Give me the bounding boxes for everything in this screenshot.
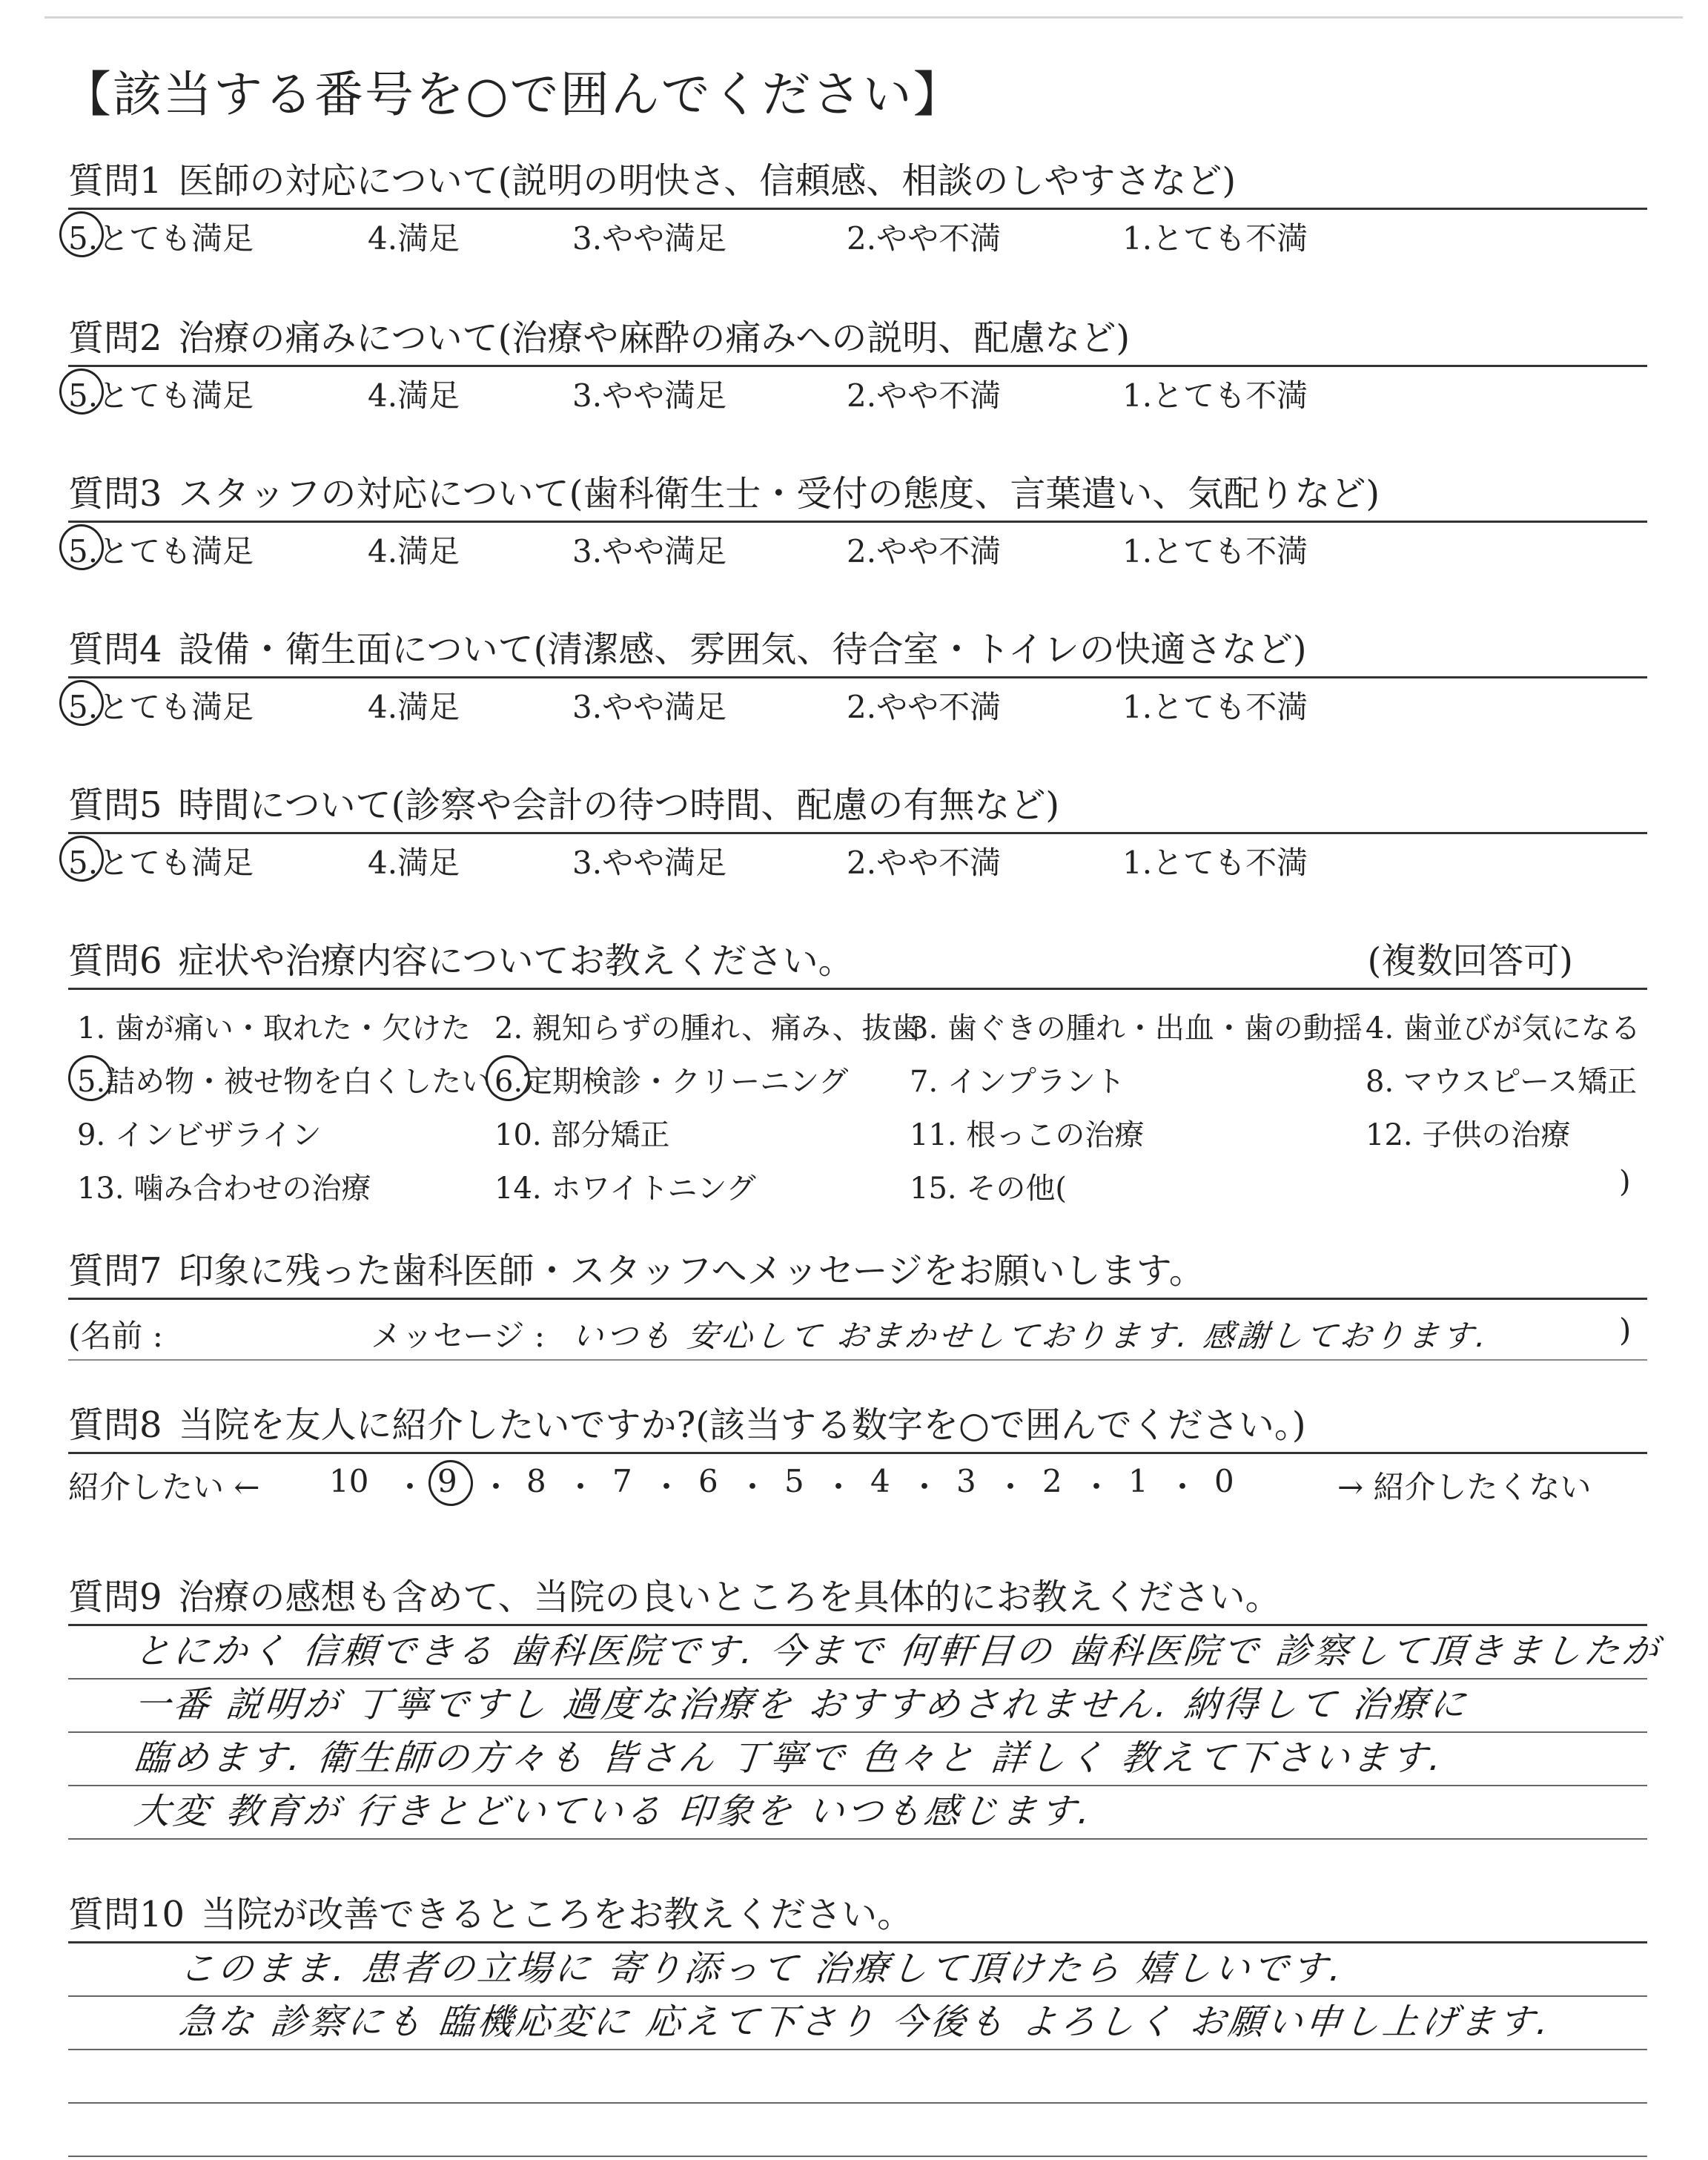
q7-rule [68,1298,1647,1300]
answer-line [68,1733,1647,1786]
q2-option-1[interactable]: 1.とても不満 [1122,377,1308,414]
q9-handwritten-line-2: 一番 説明が 丁寧ですし 過度な治療を おすすめされません. 納得して 治療に [132,1684,1471,1725]
q1-title-row [68,156,1647,206]
q4-option-2[interactable]: 2.やや不満 [847,689,1002,725]
q3-options [68,527,1647,570]
q8-scale-7[interactable]: 7 [612,1463,632,1499]
q3-label: 質問3 [68,473,162,515]
selection-circle: 5.とても満足 [68,214,254,259]
answer-line [68,1997,1647,2050]
q7-title-row [68,1246,1647,1296]
q8-scale-3[interactable]: 3 [956,1463,976,1499]
answer-line [68,1626,1664,1680]
q8-scale-2[interactable]: 2 [1042,1463,1062,1499]
q6-option-14[interactable]: 14. ホワイトニング [494,1172,756,1206]
q10-title-row [68,1889,1647,1940]
q1-text: 医師の対応について(説明の明快さ、信頼感、相談のしやすさなど) [178,160,1237,202]
q2-option-4[interactable]: 4.満足 [368,377,460,414]
selection-circle: 5.詰め物・被せ物を白くしたい [77,1058,491,1100]
q5-text: 時間について(診察や会計の待つ時間、配慮の有無など) [178,785,1060,826]
q6-option-7[interactable]: 7. インプラント [910,1065,1125,1099]
q6-option-6[interactable] [494,1058,848,1100]
q1-label: 質問1 [68,160,162,202]
q4-option-3[interactable]: 3.やや満足 [572,689,727,725]
q8-rule [68,1452,1647,1454]
q6-option-1[interactable]: 1. 歯が痛い・取れた・欠けた [77,1011,471,1046]
q8-right-label: → 紹介したくない [1337,1469,1592,1505]
scale-dot: ・ [651,1469,683,1505]
q9-handwritten-line-4: 大変 教育が 行きとどいている 印象を いつも感じます. [132,1791,1095,1832]
q5-options [68,839,1647,882]
q1-rule [68,208,1647,210]
scale-dot: ・ [565,1469,597,1505]
q6-text: 症状や治療内容についてお教えください。 [178,940,854,982]
q2-title-row [68,313,1647,363]
q6-option-2[interactable]: 2. 親知らずの腫れ、痛み、抜歯 [494,1011,921,1046]
selection-circle: 5.とても満足 [68,683,254,727]
q4-text: 設備・衛生面について(清潔感、雰囲気、待合室・トイレの快適さなど) [178,629,1307,670]
q3-option-1[interactable]: 1.とても不満 [1122,533,1308,569]
scale-dot: ・ [909,1469,941,1505]
scale-dot: ・ [995,1469,1027,1505]
q2-text: 治療の痛みについて(治療や麻酔の痛みへの説明、配慮など) [178,317,1131,359]
top-border [44,16,1683,19]
q8-scale-5[interactable]: 5 [784,1463,804,1499]
q3-rule [68,521,1647,523]
question-4 [68,624,1647,726]
scale-dot: ・ [394,1469,426,1505]
q2-label: 質問2 [68,317,162,359]
question-10 [68,1889,1647,2157]
q3-title-row [68,469,1647,519]
q6-options [68,1005,1647,1227]
question-9 [68,1572,1664,1840]
q4-rule [68,676,1647,678]
scale-dot: ・ [737,1469,769,1505]
q8-text: 当院を友人に紹介したいですか?(該当する数字を○で囲んでください。) [178,1404,1306,1446]
answer-line [68,2104,1647,2157]
q4-options [68,683,1647,726]
q5-option-1[interactable]: 1.とても不満 [1122,845,1308,881]
q9-handwritten-line-1: とにかく 信頼できる 歯科医院です. 今まで 何軒目の 歯科医院で 診察して頂きましたが [132,1631,1664,1672]
q6-option-11[interactable]: 11. 根っこの治療 [910,1118,1145,1152]
answer-line [68,2050,1647,2104]
q3-option-2[interactable]: 2.やや不満 [847,533,1002,569]
q6-option-10[interactable]: 10. 部分矯正 [494,1118,670,1152]
q5-rule [68,832,1647,834]
q7-text: 印象に残った歯科医師・スタッフへメッセージをお願いします。 [178,1250,1205,1292]
q5-option-4[interactable]: 4.満足 [368,845,460,881]
q8-scale-1[interactable]: 1 [1128,1463,1148,1499]
answer-line [68,1786,1647,1840]
q7-label: 質問7 [68,1250,162,1292]
q9-answer-lines[interactable] [68,1626,1664,1840]
q6-option-12[interactable]: 12. 子供の治療 [1366,1118,1571,1152]
q6-title-row [68,936,1647,986]
scale-dot: ・ [1081,1469,1113,1505]
q2-option-3[interactable]: 3.やや満足 [572,377,727,414]
q8-scale-0[interactable]: 0 [1214,1463,1234,1499]
selection-circle: 5.とても満足 [68,371,254,416]
q6-option-13[interactable]: 13. 噛み合わせの治療 [77,1172,371,1206]
q4-option-5[interactable] [68,683,254,727]
q7-bottom-rule [68,1359,1647,1361]
q6-label: 質問6 [68,940,162,982]
q8-scale-10[interactable]: 10 [329,1463,369,1499]
q2-option-5[interactable] [68,371,254,416]
q1-options [68,214,1647,257]
q5-option-5[interactable] [68,839,254,883]
selection-circle: 6.定期検診・クリーニング [494,1058,848,1100]
q2-rule [68,365,1647,367]
q5-label: 質問5 [68,785,162,826]
q6-other-close-paren: ) [1619,1165,1631,1199]
q9-text: 治療の感想も含めて、当院の良いところを具体的にお教えください。 [178,1576,1281,1618]
q4-label: 質問4 [68,629,162,670]
q3-text: スタッフの対応について(歯科衛生士・受付の態度、言葉遣い、気配りなど) [178,473,1380,515]
q6-option-15[interactable]: 15. その他( [910,1172,1067,1206]
q6-option-9[interactable]: 9. インビザライン [77,1118,322,1152]
q8-scale-8[interactable]: 8 [526,1463,546,1499]
question-3 [68,469,1647,570]
q7-name-label: (名前 : [68,1318,163,1354]
q1-option-1[interactable]: 1.とても不満 [1122,220,1308,257]
answer-line [68,1943,1647,1997]
q10-text: 当院が改善できるところをお教えください。 [201,1894,913,1935]
question-1 [68,156,1647,257]
q10-handwritten-line-2: 急な 診察にも 臨機応変に 応えて下さり 今後も よろしく お願い申し上げます. [176,2001,1554,2043]
q8-left-label: 紹介したい ← [68,1469,260,1505]
scale-dot: ・ [1167,1469,1199,1505]
q7-message-row [68,1307,1647,1359]
q6-option-8[interactable]: 8. マウスピース矯正 [1366,1065,1638,1099]
answer-line [68,1680,1647,1733]
question-5 [68,780,1647,882]
q10-handwritten-line-1: このまま. 患者の立場に 寄り添って 治療して頂けたら 嬉しいです. [176,1948,1347,1989]
q3-option-4[interactable]: 4.満足 [368,533,460,569]
q5-option-2[interactable]: 2.やや不満 [847,845,1002,881]
scale-dot: ・ [480,1469,512,1505]
q6-rule [68,988,1647,990]
q6-option-3[interactable]: 3. 歯ぐきの腫れ・出血・歯の動揺 [910,1011,1363,1046]
q9-title-row [68,1572,1647,1622]
q8-scale-4[interactable]: 4 [870,1463,890,1499]
q2-options [68,371,1647,415]
question-2 [68,313,1647,415]
question-7 [68,1246,1647,1361]
q8-title-row [68,1400,1647,1450]
q8-scale: 紹介したい ← 10 ・ 9 ・ 8 ・ 7 ・ 6 ・ 5 ・ 4 ・ 3 ・ 2 ・ 1 ・ 0 → 紹介したくない [68,1463,1647,1510]
q4-option-4[interactable]: 4.満足 [368,689,460,725]
q10-label: 質問10 [68,1894,185,1935]
q9-handwritten-line-3: 臨めます. 衛生師の方々も 皆さん 丁寧で 色々と 詳しく 教えて下さいます. [132,1737,1446,1779]
selection-circle: 5.とても満足 [68,527,254,572]
q1-option-3[interactable]: 3.やや満足 [572,220,727,257]
q2-option-2[interactable]: 2.やや不満 [847,377,1002,414]
q4-option-1[interactable]: 1.とても不満 [1122,689,1308,725]
q8-scale-6[interactable]: 6 [698,1463,718,1499]
selection-circle: 5.とても満足 [68,839,254,883]
q6-option-4[interactable]: 4. 歯並びが気になる [1366,1011,1641,1046]
q5-option-3[interactable]: 3.やや満足 [572,845,727,881]
q6-multi-note: (複数回答可) [1367,940,1573,982]
q7-message-handwritten[interactable]: いつも 安心して おまかせしております. 感謝しております. [570,1318,1492,1354]
q1-option-5[interactable] [68,214,254,259]
scale-dot: ・ [823,1469,855,1505]
q3-option-5[interactable] [68,527,254,572]
q3-option-3[interactable]: 3.やや満足 [572,533,727,569]
q5-title-row [68,780,1647,830]
question-8 [68,1400,1647,1510]
q7-message-label: メッセージ : [371,1318,545,1354]
form-header: 【該当する番号を○で囲んでください】 [62,66,964,123]
q8-label: 質問8 [68,1404,162,1446]
question-6 [68,936,1647,1227]
q1-option-4[interactable]: 4.満足 [368,220,460,257]
q4-title-row [68,624,1647,675]
q1-option-2[interactable]: 2.やや不満 [847,220,1002,257]
q10-answer-lines[interactable] [68,1943,1647,2157]
q7-close-paren: ) [1619,1312,1632,1348]
q6-option-5[interactable] [77,1058,491,1100]
q9-label: 質問9 [68,1576,162,1618]
